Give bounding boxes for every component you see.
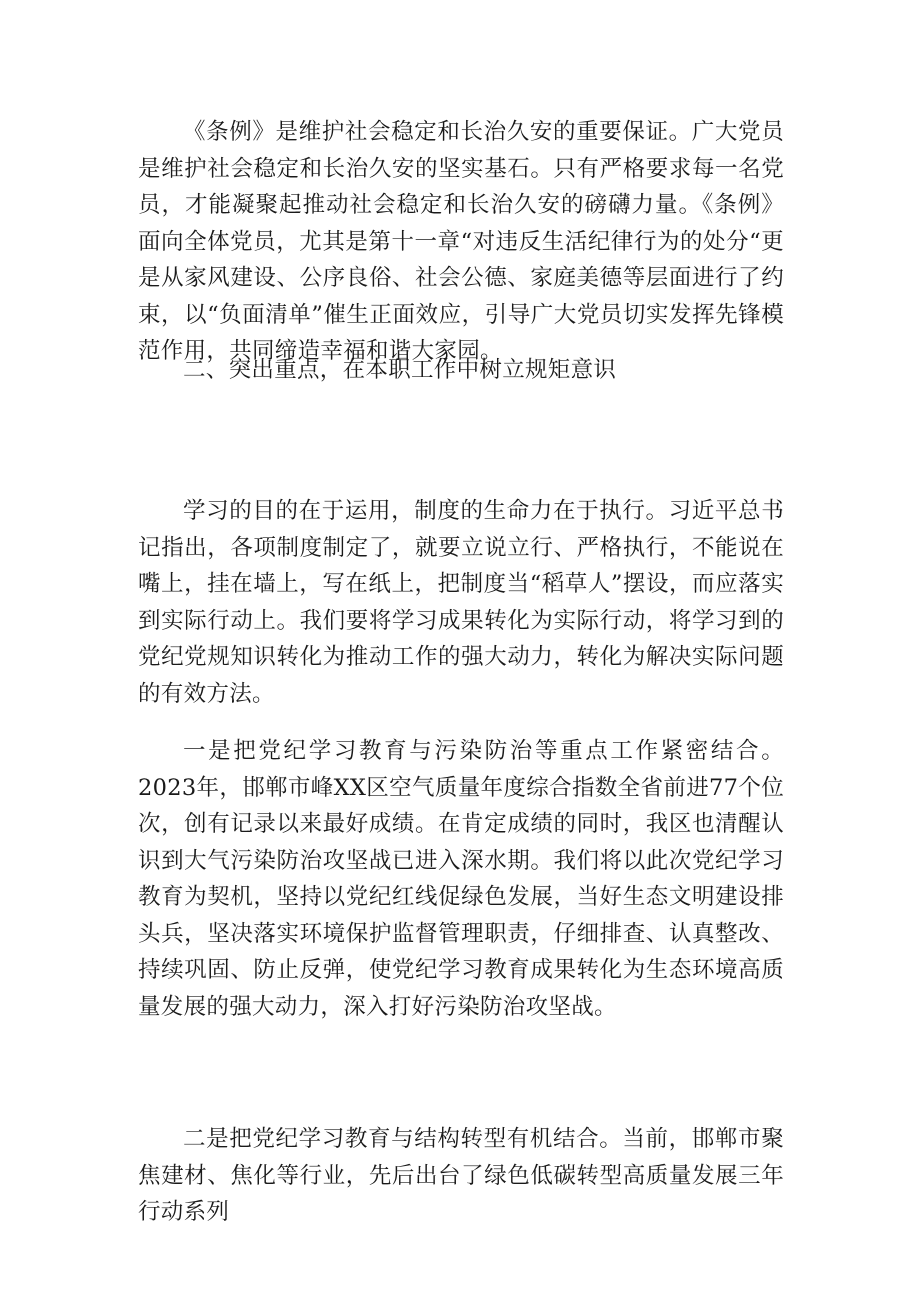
section-heading-two: 二、突出重点，在本职工作中树立规矩意识: [183, 357, 617, 383]
paragraph-regulations-importance: 《条例》是维护社会稳定和长治久安的重要保证。广大党员是维护社会稳定和长治久安的坚实基石。只有严格要求每一名党员，才能凝聚起推动社会稳定和长治久安的磅礴力量。《条例》面向全体党员，尤其是第十一章“对违反生活纪律行为的处分“更是从家风建设、公序良俗、社会公德、家庭美德等层面进行了约束，以“负面清单”催生正面效应，引导广大党员切实发挥先锋模范作用，共同缔造幸福和谐大家园。: [138, 119, 784, 364]
paragraph-learning-purpose: 学习的目的在于运用，制度的生命力在于执行。习近平总书记指出，各项制度制定了，就要立说立行、严格执行，不能说在嘴上，挂在墙上，写在纸上，把制度当“稻草人”摆设，而应落实到实际行动上。我们要将学习成果转化为实际行动，将学习到的党纪党规知识转化为推动工作的强大动力，转化为解决实际问题的有效方法。: [138, 498, 784, 707]
paragraph-pollution-control: 一是把党纪学习教育与污染防治等重点工作紧密结合。2023年，邯郸市峰XX区空气质量年度综合指数全省前进77个位次，创有记录以来最好成绩。在肯定成绩的同时，我区也清醒认识到大气污染防治攻坚战已进入深水期。我们将以此次党纪学习教育为契机，坚持以党纪红线促绿色发展，当好生态文明建设排头兵，坚决落实环境保护监督管理职责，仔细排查、认真整改、持续巩固、防止反弹，使党纪学习教育成果转化为生态环境高质量发展的强大动力，深入打好污染防治攻坚战。: [138, 738, 784, 1020]
paragraph-structural-transformation: 二是把党纪学习教育与结构转型有机结合。当前，邯郸市聚焦建材、焦化等行业，先后出台了绿色低碳转型高质量发展三年行动系列: [138, 1126, 784, 1225]
